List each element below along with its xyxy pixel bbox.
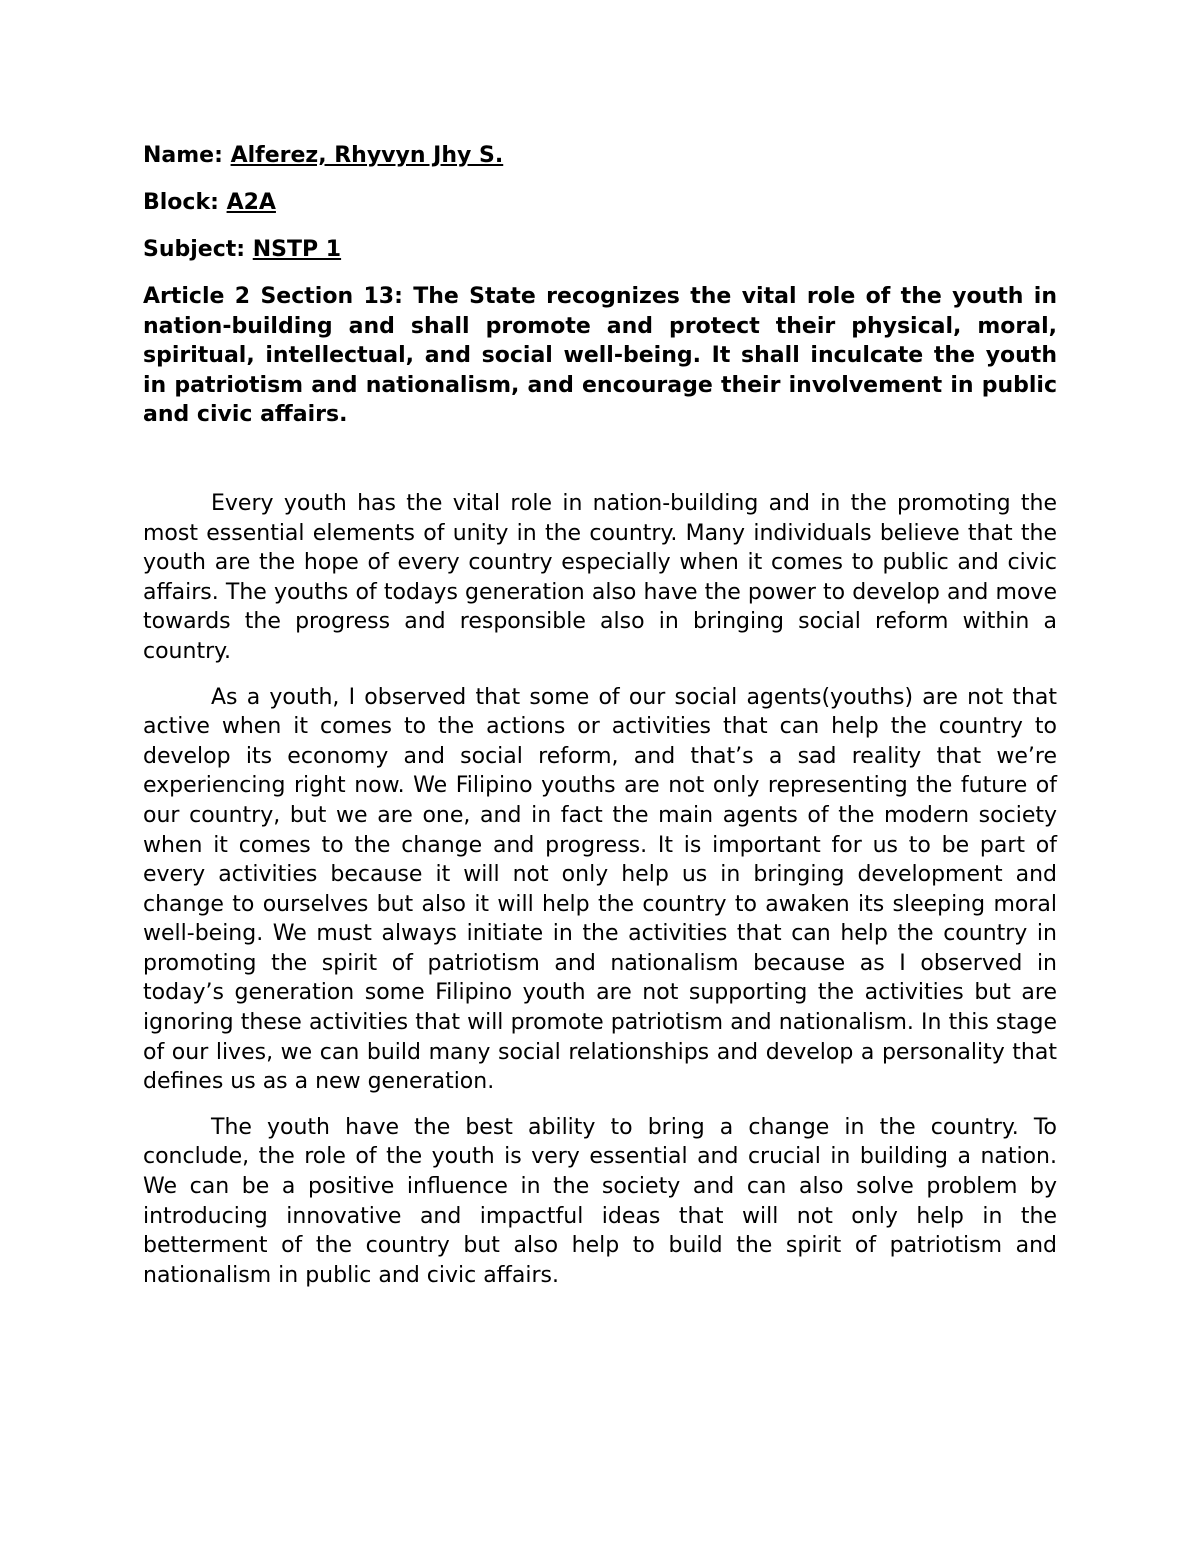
name-value: Alferez, Rhyvyn Jhy S. [230,143,504,168]
block-value: A2A [226,190,276,215]
block-field [143,188,1057,218]
essay-paragraph-1: Every youth has the vital role in nation-building and in the promoting the most essential elements of unity in the country. Many individuals believe that the youth are the hope of every country especially when it comes to public and civic affairs. The youths of todays generation also have the power to develop and move towards the progress and responsible also in bringing social reform within a country. [143,490,1057,664]
name-field [143,141,1057,171]
essay-paragraph-2: As a youth, I observed that some of our social agents(youths) are not that active when it comes to the actions or activities that can help the country to develop its economy and social reform, and that’s a sad reality that we’re experiencing right now. We Filipino youths are not only representing the future of our country, but we are one, and in fact the main agents of the modern society when it comes to the change and progress. It is important for us to be part of every activities because it will not only help us in bringing development and change to ourselves but also it will help the country to awaken its sleeping moral well-being. We must always initiate in the activities that can help the country in promoting the spirit of patriotism and nationalism because as I observed in today’s generation some Filipino youth are not supporting the activities but are ignoring these activities that will promote patriotism and nationalism. In this stage of our lives, we can build many social relationships and develop a personality that defines us as a new generation. [143,684,1057,1095]
name-label: Name: [143,143,231,168]
document-page [143,141,1057,1306]
subject-label: Subject: [143,237,253,262]
block-label: Block: [143,190,227,215]
essay-paragraph-3: The youth have the best ability to bring a change in the country. To conclude, the role of the youth is very essential and crucial in building a nation. We can be a positive influence in the society and can also solve problem by introducing innovative and impactful ideas that will not only help in the betterment of the country but also help to build the spirit of patriotism and nationalism in public and civic affairs. [143,1114,1057,1288]
subject-value: NSTP 1 [252,237,342,262]
subject-field [143,235,1057,265]
article-quote: Article 2 Section 13: The State recognizes the vital role of the youth in nation-building and shall promote and protect their physical, moral, spiritual, intellectual, and social well-being. It shall inculcate the youth in patriotism and nationalism, and encourage their involvement in public and civic affairs. [143,284,1057,428]
